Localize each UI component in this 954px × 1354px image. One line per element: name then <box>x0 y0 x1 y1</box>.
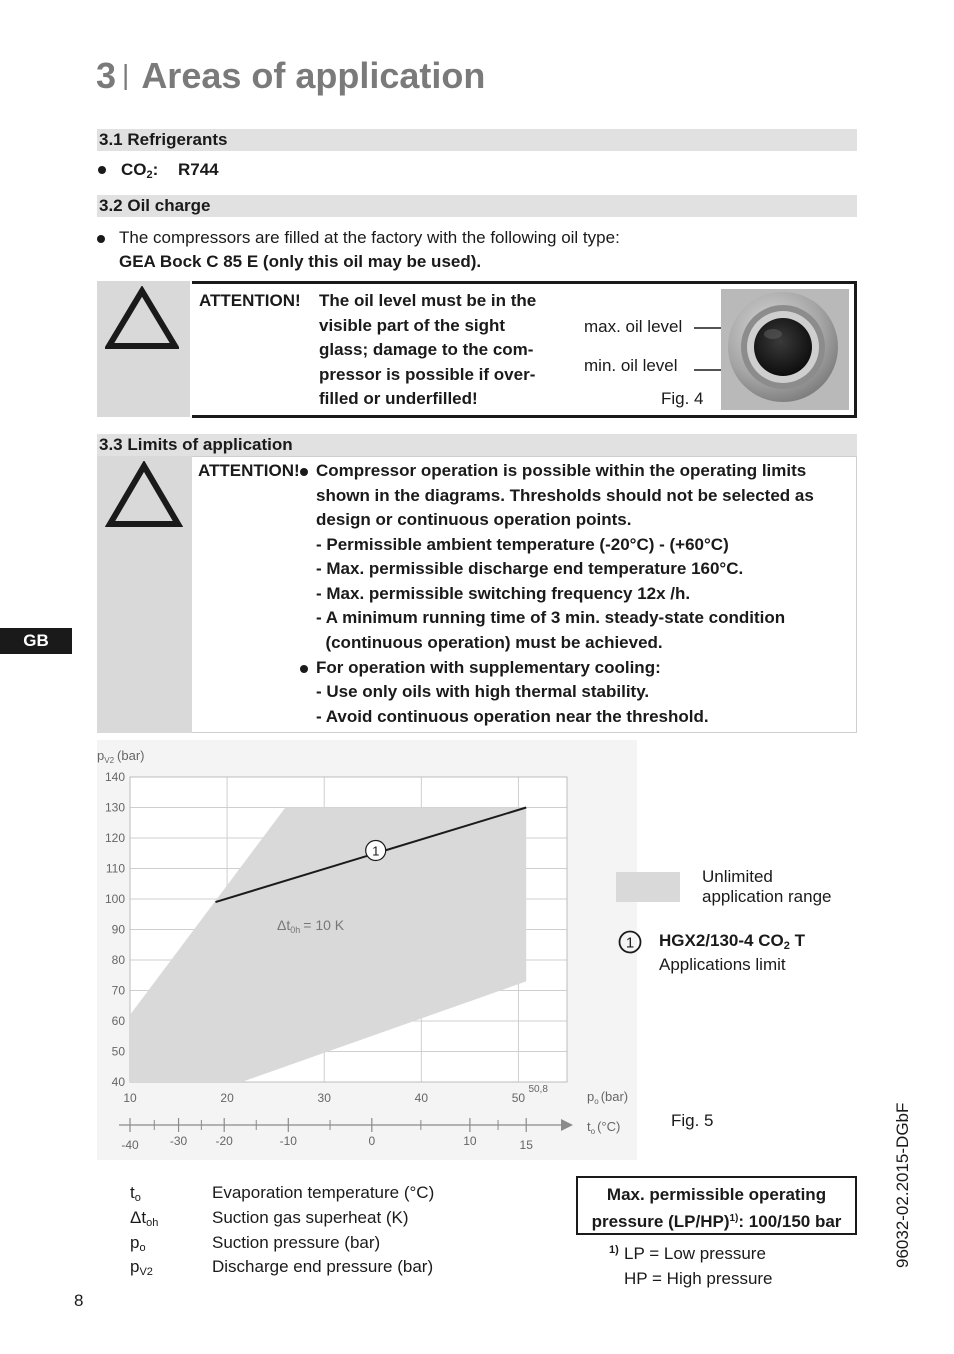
attention-line: glass; damage to the com- <box>319 340 534 359</box>
footnote-marker: 1) <box>609 1244 619 1256</box>
limits-line: - Max. permissible switching frequency 12x /h. <box>316 584 691 603</box>
x-tick-label: 30 <box>317 1091 331 1105</box>
x-tick-label-extra: 50,8 <box>528 1084 548 1095</box>
temperature-tick-label: -10 <box>279 1134 297 1148</box>
symbol-description: Suction gas superheat (K) <box>212 1208 409 1227</box>
marker-1-icon <box>618 930 644 956</box>
legend-range-line1: Unlimited <box>702 867 773 886</box>
page-number: 8 <box>74 1291 84 1310</box>
max-oil-level-label: max. oil level <box>584 317 683 336</box>
page-title <box>96 55 485 97</box>
attention-line: filled or underfilled! <box>319 389 478 408</box>
line-marker-label: 1 <box>372 843 380 859</box>
title-separator: | <box>122 59 130 90</box>
y-tick-label: 110 <box>105 861 125 876</box>
oil-text-line2: GEA Bock C 85 E (only this oil may be used). <box>119 252 482 271</box>
limits-line: shown in the diagrams. Thresholds should not be selected as <box>316 486 814 505</box>
section-3-3-heading: 3.3 Limits of application <box>97 434 857 456</box>
attention-line: The oil level must be in the <box>319 291 537 310</box>
footnote-line1: LP = Low pressure <box>624 1244 766 1263</box>
symbol: $\Delta t_{oh}$ <box>130 1208 159 1229</box>
symbol-description: Suction pressure (bar) <box>212 1233 381 1252</box>
limits-line: design or continuous operation points. <box>316 510 632 529</box>
attention-label: ATTENTION! <box>198 461 300 480</box>
max-pressure-box <box>576 1176 857 1235</box>
application-limits-chart <box>97 740 637 1160</box>
chapter-number: 3 <box>96 55 117 96</box>
warning-triangle-icon <box>105 286 179 352</box>
y-tick-label: 90 <box>111 922 125 937</box>
fig5-label: Fig. 5 <box>671 1111 714 1130</box>
bullet-icon <box>300 665 308 673</box>
bullet-icon <box>300 468 308 476</box>
language-tab: GB <box>0 628 72 654</box>
temperature-tick-label: -40 <box>121 1138 139 1152</box>
oil-text-line1: The compressors are filled at the factory with the following oil type: <box>119 228 620 247</box>
limits-line: - Avoid continuous operation near the threshold. <box>316 707 709 726</box>
y-tick-label: 60 <box>111 1014 125 1028</box>
x-tick-label: 10 <box>123 1091 137 1105</box>
max-pressure-line2: pressure $(LP/HP)^{1)}$: 100/150 bar <box>591 1212 842 1231</box>
warning-triangle-icon <box>105 461 183 531</box>
chapter-title: Areas of application <box>141 55 486 96</box>
temperature-tick-label: 15 <box>519 1138 533 1152</box>
attention-label: ATTENTION! <box>199 291 301 310</box>
limits-line: (continuous operation) must be achieved. <box>316 633 663 652</box>
x-axis-pressure-label: $p_o$ (bar) <box>587 1089 629 1106</box>
limits-line: - Max. permissible discharge end temperature 160°C. <box>316 559 744 578</box>
y-tick-label: 100 <box>104 892 125 906</box>
y-tick-label: 70 <box>111 983 125 998</box>
symbol: $p_o$ <box>130 1233 146 1254</box>
x-tick-label: 20 <box>220 1091 234 1105</box>
attention-line: pressor is possible if over- <box>319 365 536 384</box>
temperature-tick-label: -20 <box>215 1134 233 1148</box>
symbol-description: Evaporation temperature (°C) <box>212 1183 435 1202</box>
fig4-label: Fig. 4 <box>661 389 704 408</box>
bullet-icon <box>97 235 105 243</box>
attention-line: visible part of the sight <box>319 316 506 335</box>
symbol: $p_{V2}$ <box>130 1257 153 1278</box>
svg-text:1: 1 <box>625 934 635 952</box>
sight-glass-photo <box>721 289 849 410</box>
superheat-annotation: $\Delta t_{0h} = 10$ K <box>277 917 345 935</box>
bullet-icon <box>98 166 106 174</box>
symbol-description: Discharge end pressure (bar) <box>212 1257 434 1276</box>
footnote-line2: HP = High pressure <box>624 1269 773 1288</box>
limits-line: - Permissible ambient temperature (-20°C) - (+60°C) <box>316 535 729 554</box>
section-3-1-heading: 3.1 Refrigerants <box>97 129 857 151</box>
symbol: $t_o$ <box>130 1183 141 1204</box>
legend-limit-desc: Applications limit <box>659 955 786 974</box>
max-pressure-line1: Max. permissible operating <box>606 1185 827 1204</box>
document-code: 96032-02.2015-DGbF <box>893 1102 912 1268</box>
section-3-2-heading: 3.2 Oil charge <box>97 195 857 217</box>
y-tick-label: 40 <box>111 1075 125 1089</box>
y-tick-label: 140 <box>104 770 125 784</box>
y-axis-label: $p_{V2}$ (bar) <box>97 748 145 765</box>
limits-line: - A minimum running time of 3 min. steady-state condition <box>316 608 786 627</box>
y-tick-label: 120 <box>104 831 125 845</box>
temperature-tick-label: 0 <box>368 1134 376 1148</box>
temperature-tick-label: -30 <box>169 1134 188 1148</box>
temperature-tick-label: 10 <box>463 1134 477 1148</box>
x-axis-temperature-label: $t_o$ (°C) <box>587 1119 621 1136</box>
x-tick-label: 50 <box>511 1091 526 1105</box>
legend-range-line2: application range <box>702 887 832 906</box>
limits-line: Compressor operation is possible within the operating limits <box>316 461 807 480</box>
limits-line: - Use only oils with high thermal stability. <box>316 682 650 701</box>
min-oil-level-label: min. oil level <box>584 356 678 375</box>
legend-limit-model: HGX2/130-4 $CO_2$ T <box>659 931 805 952</box>
limits-line: For operation with supplementary cooling: <box>316 658 661 677</box>
range-swatch <box>616 872 680 902</box>
y-tick-label: 50 <box>111 1044 125 1059</box>
y-tick-label: 80 <box>111 953 125 967</box>
x-tick-label: 40 <box>414 1091 429 1105</box>
refrigerant-label: $CO_2$: <box>121 160 159 181</box>
refrigerant-value: R744 <box>178 160 219 179</box>
y-tick-label: 130 <box>104 800 125 815</box>
